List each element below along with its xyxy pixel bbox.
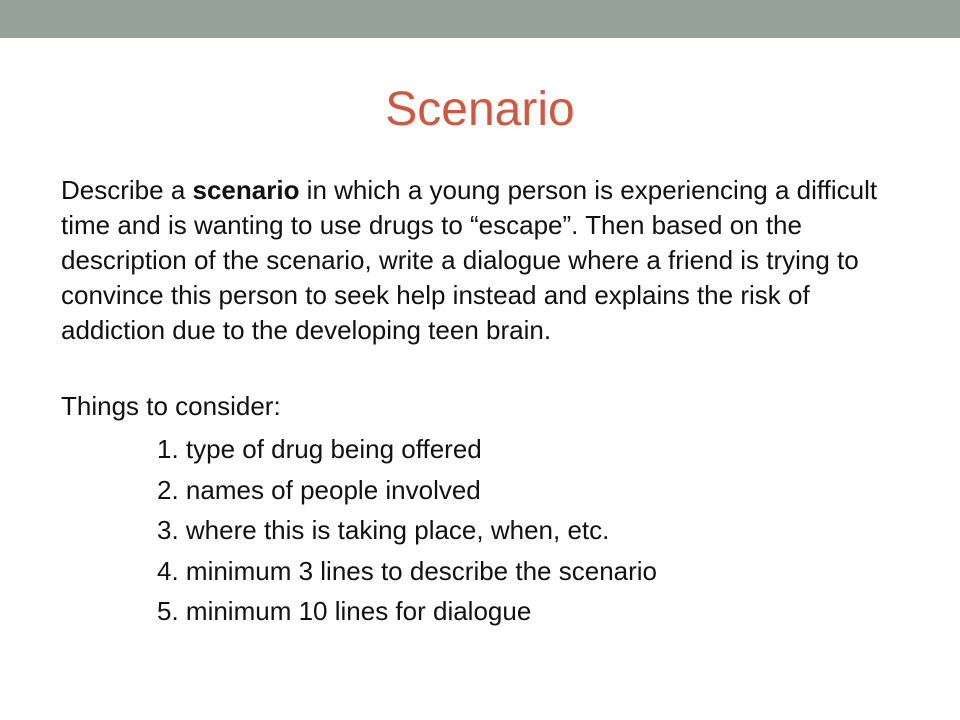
slide-title: Scenario xyxy=(385,83,575,136)
list-item: 1. type of drug being offered xyxy=(157,434,482,464)
list-item: 2. names of people involved xyxy=(157,474,481,505)
description-bold-word: scenario xyxy=(192,175,300,205)
list-item: 4. minimum 3 lines to describe the scenario xyxy=(157,555,658,586)
consider-heading: Things to consider: xyxy=(61,391,281,421)
description-text-start: Describe a xyxy=(61,175,193,205)
description-text-end: in which a young person is experiencing a difficult time and is wanting to use drugs to “escape”. Then based on the description of the scenario, write a dialogue where a friend is trying to convince this person to seek help instead and explains the risk of addiction due to the developing teen brain. xyxy=(61,175,878,345)
list-item: 3. where this is taking place, when, etc. xyxy=(157,515,610,545)
scenario-description xyxy=(61,173,911,348)
consider-list xyxy=(157,429,657,632)
list-item: 5. minimum 10 lines for dialogue xyxy=(157,596,532,626)
top-accent-bar xyxy=(0,0,960,38)
